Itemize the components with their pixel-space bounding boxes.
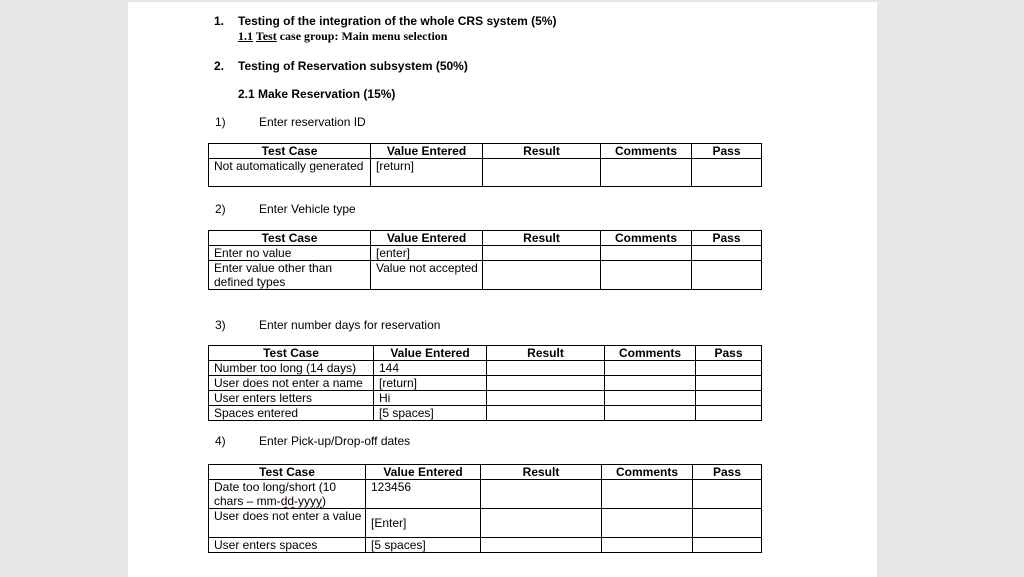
step-4-number: 4) [215,434,226,448]
value-entered-cell: Hi [374,391,487,406]
pass-cell [696,391,762,406]
test-table-1 [208,143,762,187]
pass-cell [692,261,762,290]
table-row [209,391,762,406]
test-table-3 [208,345,762,421]
value-entered-cell: [enter] [371,246,483,261]
sub-test-word: Test [255,29,277,43]
header-result: Result [483,231,601,246]
section-1-title: Testing of the integration of the whole CRS system (5%) [238,14,557,28]
value-entered-cell: 144 [374,361,487,376]
step-2-number: 2) [215,202,226,216]
sub-rest: case group: Main menu selection [276,29,448,43]
comments-cell [602,480,693,509]
header-comments: Comments [601,231,692,246]
section-1-number: 1. [214,14,225,28]
sub-number: 1.1 [238,29,253,43]
result-cell [481,480,602,509]
case-text-a: Date too long/short (10 chars – mm- [214,480,337,508]
comments-cell [605,361,696,376]
header-test-case: Test Case [209,346,374,361]
header-pass: Pass [692,231,762,246]
header-pass: Pass [692,144,762,159]
date-format-text: dd-yyyy [280,494,323,508]
header-test-case: Test Case [209,465,366,480]
result-cell [487,361,605,376]
pass-cell [692,159,762,187]
header-result: Result [483,144,601,159]
header-value-entered: Value Entered [371,144,483,159]
test-case-cell: User does not enter a value [209,509,366,538]
comments-cell [602,509,693,538]
header-value-entered: Value Entered [374,346,487,361]
header-pass: Pass [693,465,762,480]
section-2-title: Testing of Reservation subsystem (50%) [238,59,468,73]
table-row [209,261,762,290]
comments-cell [605,391,696,406]
table-row [209,376,762,391]
comments-cell [601,246,692,261]
test-case-cell: User enters letters [209,391,374,406]
result-cell [487,406,605,421]
test-case-cell: Spaces entered [209,406,374,421]
pass-cell [693,480,762,509]
step-1-label: Enter reservation ID [259,115,366,129]
header-test-case: Test Case [209,231,371,246]
table-row [209,246,762,261]
pass-cell [693,509,762,538]
test-case-cell: Number too long (14 days) [209,361,374,376]
step-3-label: Enter number days for reservation [259,318,441,332]
comments-cell [601,159,692,187]
test-table-4 [208,464,762,553]
table-row [209,159,762,187]
result-cell [483,261,601,290]
step-2-label: Enter Vehicle type [259,202,356,216]
result-cell [483,159,601,187]
result-cell [481,538,602,553]
pass-cell [696,361,762,376]
comments-cell [605,406,696,421]
section-1-subheading [238,29,447,44]
header-pass: Pass [696,346,762,361]
step-4-label: Enter Pick-up/Drop-off dates [259,434,411,448]
test-case-cell [209,480,366,509]
result-cell [481,509,602,538]
document-page [128,2,877,577]
result-cell [483,246,601,261]
table-row [209,406,762,421]
header-result: Result [481,465,602,480]
comments-cell [601,261,692,290]
header-test-case: Test Case [209,144,371,159]
header-comments: Comments [601,144,692,159]
value-entered-cell: [Enter] [366,509,481,538]
value-entered-cell: Value not accepted [371,261,483,290]
table-row [209,361,762,376]
value-entered-cell: [5 spaces] [366,538,481,553]
section-2-1-title: 2.1 Make Reservation (15%) [238,87,396,101]
table-row [209,509,762,538]
step-1-number: 1) [215,115,226,129]
test-case-cell: Enter no value [209,246,371,261]
header-value-entered: Value Entered [366,465,481,480]
result-cell [487,391,605,406]
header-comments: Comments [602,465,693,480]
header-value-entered: Value Entered [371,231,483,246]
pass-cell [692,246,762,261]
result-cell [487,376,605,391]
step-3-number: 3) [215,318,226,332]
pass-cell [696,406,762,421]
value-entered-cell: 123456 [366,480,481,509]
test-table-2 [208,230,762,290]
test-case-cell: Not automatically generated [209,159,371,187]
test-case-cell: Enter value other than defined types [209,261,371,290]
pass-cell [696,376,762,391]
pass-cell [693,538,762,553]
header-comments: Comments [605,346,696,361]
comments-cell [605,376,696,391]
header-result: Result [487,346,605,361]
test-case-cell: User enters spaces [209,538,366,553]
table-row [209,480,762,509]
table-row [209,538,762,553]
section-2-number: 2. [214,59,225,73]
comments-cell [602,538,693,553]
test-case-cell: User does not enter a name [209,376,374,391]
value-entered-cell: [5 spaces] [374,406,487,421]
value-entered-cell: [return] [374,376,487,391]
value-entered-cell: [return] [371,159,483,187]
case-text-c: ) [322,494,327,508]
